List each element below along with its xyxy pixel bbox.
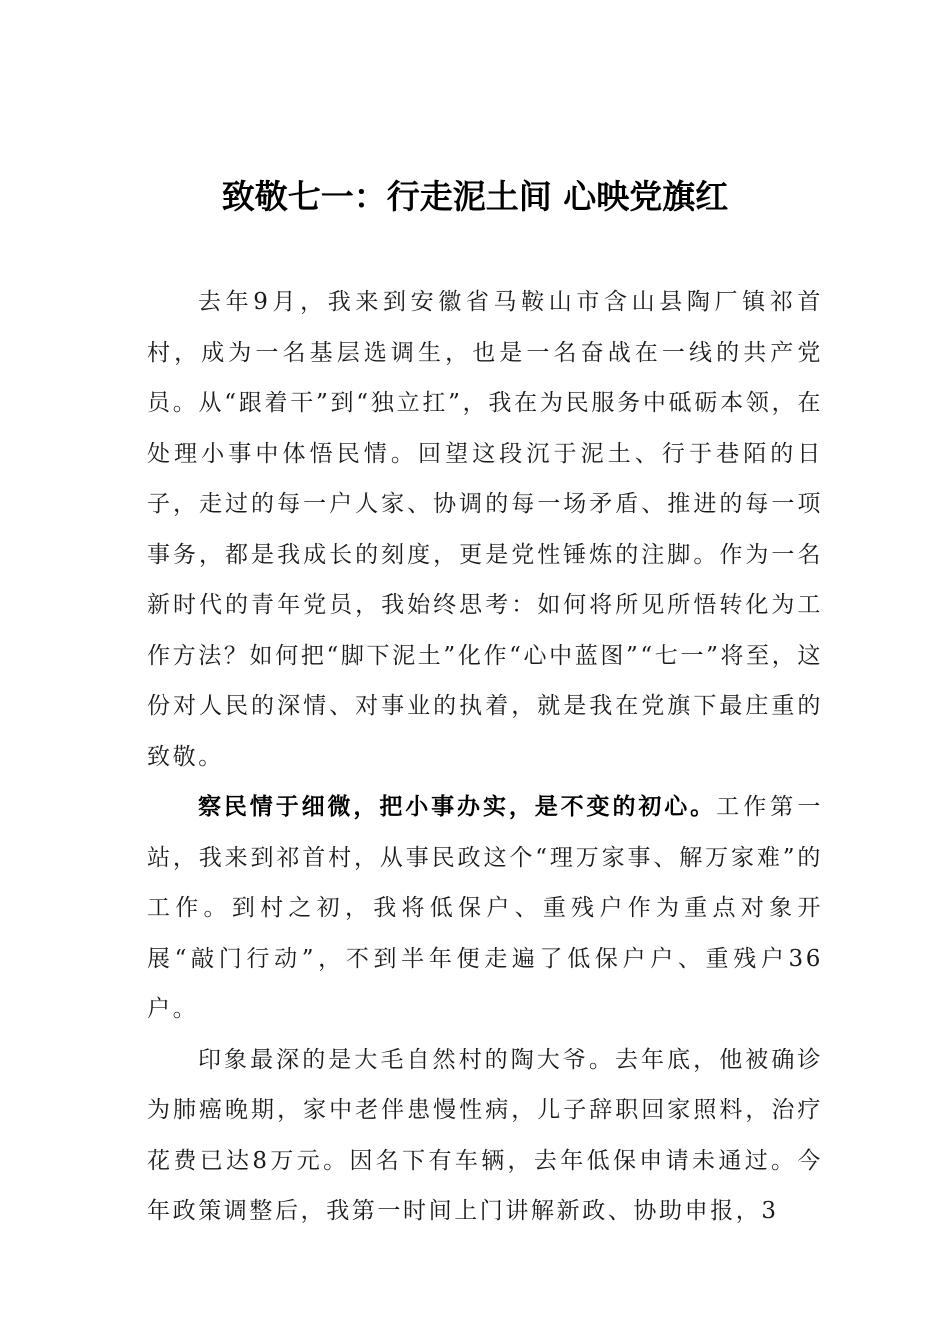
paragraph-3-text: 印象最深的是大毛自然村的陶大爷。去年底，他被确诊为肺癌晚期，家中老伴患慢性病，儿子辞职回家照料，治疗花费已达8万元。因名下有车辆，去年低保申请未通过。今年政策调整后，我第一时间上门讲解新政、协助申报，3 bbox=[147, 1046, 823, 1224]
paragraph-1 bbox=[147, 277, 823, 782]
document-title: 致敬七一：行走泥土间 心映党旗红 bbox=[221, 177, 729, 216]
paragraph-2-lead: 察民情于细微，把小事办实，是不变的初心。 bbox=[198, 794, 717, 820]
paragraph-3 bbox=[147, 1035, 823, 1237]
paragraph-1-text: 去年9月，我来到安徽省马鞍山市含山县陶厂镇祁首村，成为一名基层选调生，也是一名奋战在一线的共产党员。从“跟着干”到“独立扛”，我在为民服务中砥砺本领，在处理小事中体悟民情。回望这段沉于泥土、行于巷陌的日子，走过的每一户人家、协调的每一场矛盾、推进的每一项事务，都是我成长的刻度，更是党性锤炼的注脚。作为一名新时代的青年党员，我始终思考：如何将所见所悟转化为工作方法？如何把“脚下泥土”化作“心中蓝图”“七一”将至，这份对人民的深情、对事业的执着，就是我在党旗下最庄重的致敬。 bbox=[147, 289, 823, 770]
paragraph-2-text: 工作第一站，我来到祁首村，从事民政这个“理万家事、解万家难”的工作。到村之初，我将低保户、重残户作为重点对象开展“敲门行动”，不到半年便走遍了低保户户、重残户36户。 bbox=[147, 794, 824, 1022]
paragraph-2 bbox=[147, 782, 823, 1035]
document-body bbox=[147, 277, 823, 1237]
